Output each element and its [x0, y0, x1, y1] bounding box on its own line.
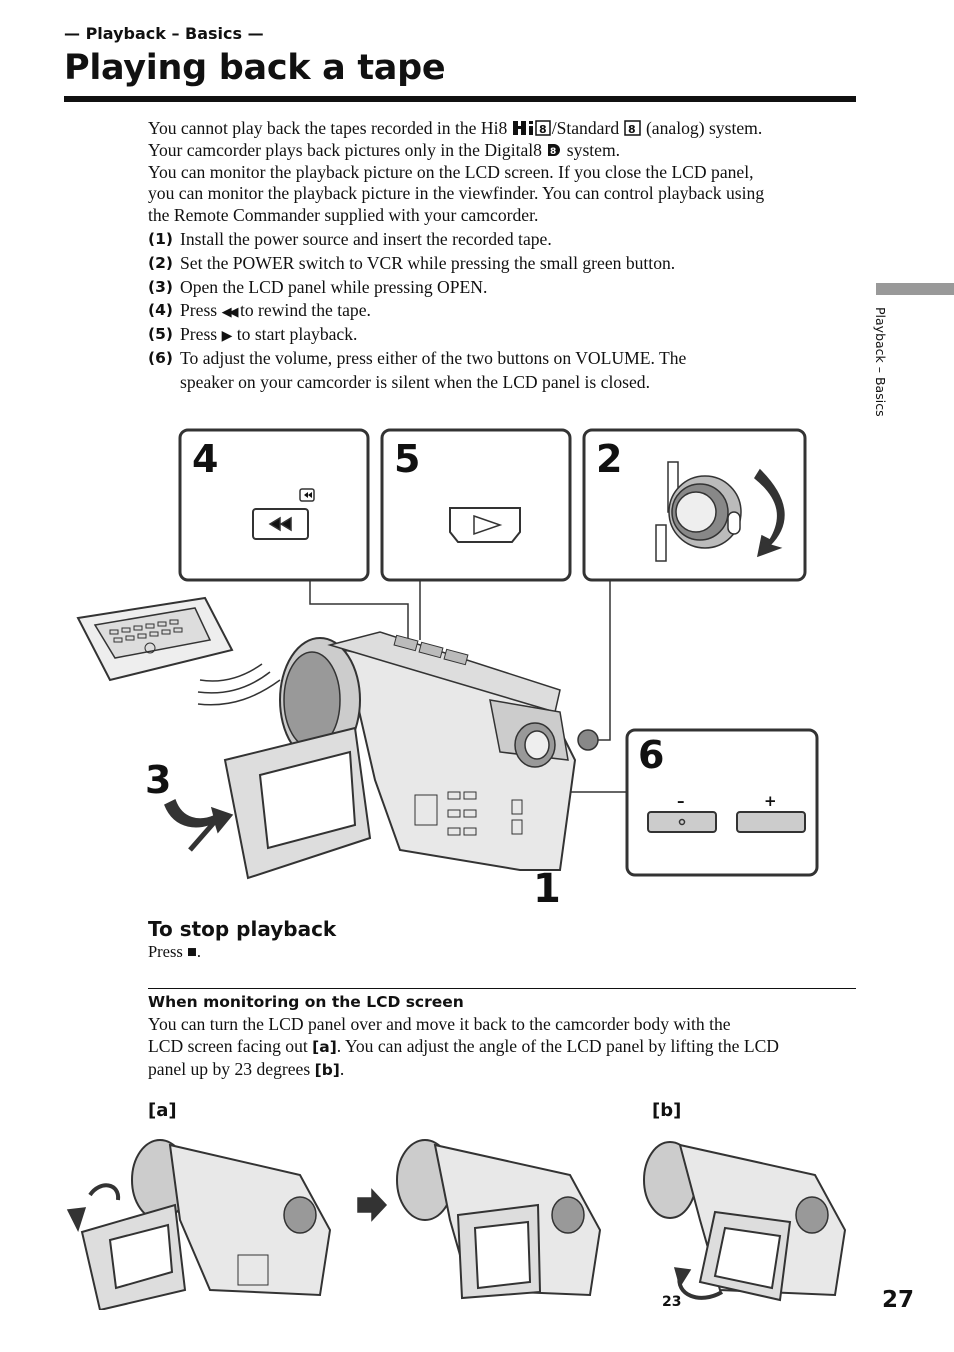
play-icon: ▶: [221, 329, 233, 344]
label-b: [b]: [652, 1100, 682, 1121]
callout-6-label: 6: [638, 733, 665, 777]
step-4: (4) Press ◀◀ to rewind the tape.: [148, 300, 371, 320]
label-a: [a]: [148, 1100, 177, 1121]
callout-3-label: 3: [145, 758, 172, 802]
section-rule: [148, 988, 856, 989]
rewind-icon: ◀◀: [221, 304, 236, 319]
callout-4-label: 4: [192, 437, 219, 481]
playback-illustration: [60, 420, 840, 910]
monitor-text: You can turn the LCD panel over and move it back to the camcorder body with the LCD screen facing out [a]. You can adjust the angle of the LCD panel by lifting the LCD panel up by 23 degrees [b].: [148, 1014, 780, 1079]
svg-text:8: 8: [627, 123, 636, 136]
standard8-logo-icon: [624, 120, 642, 136]
svg-text:8: 8: [550, 146, 557, 157]
volume-plus-label: +: [764, 792, 777, 810]
title-rule: [64, 96, 856, 102]
angle-label: 23: [662, 1294, 682, 1310]
volume-minus-label: –: [677, 792, 685, 810]
hi8-logo-icon: [512, 120, 552, 136]
intro-paragraph: You cannot play back the tapes recorded in the Hi8 8 /Standard 8 (analog) system. Your camcorder plays back pictures only in the Digital8 8 system. You can monitor the playback picture on the LCD screen. If you close the LCD panel, you can monitor the playback picture in the viewfinder. You can control playback using the Remote Commander supplied with your camcorder.: [148, 118, 765, 226]
side-tab-bar: [876, 283, 954, 295]
section-header: — Playback – Basics —: [64, 24, 264, 43]
step-1: (1) Install the power source and insert the recorded tape.: [148, 229, 552, 249]
callout-2-label: 2: [596, 437, 623, 481]
stop-text: Press ■.: [148, 942, 202, 961]
side-tab-label: Playback – Basics: [873, 307, 888, 417]
step-5: (5) Press ▶ to start playback.: [148, 324, 358, 344]
page-title: Playing back a tape: [64, 48, 446, 88]
lcd-position-illustrations: [55, 1130, 865, 1310]
callout-5-label: 5: [394, 437, 421, 481]
step-6: (6) To adjust the volume, press either of the two buttons on VOLUME. The speaker on your camcorder is silent when the LCD panel is closed.: [148, 348, 687, 392]
digital8-logo-icon: [546, 142, 562, 158]
callout-1-label: 1: [533, 866, 561, 910]
step-3: (3) Open the LCD panel while pressing OPEN.: [148, 277, 488, 297]
stop-heading: To stop playback: [148, 917, 337, 941]
step-2: (2) Set the POWER switch to VCR while pressing the small green button.: [148, 253, 676, 273]
monitor-heading: When monitoring on the LCD screen: [148, 993, 464, 1011]
svg-text:8: 8: [538, 123, 547, 136]
page-number: 27: [882, 1287, 915, 1313]
